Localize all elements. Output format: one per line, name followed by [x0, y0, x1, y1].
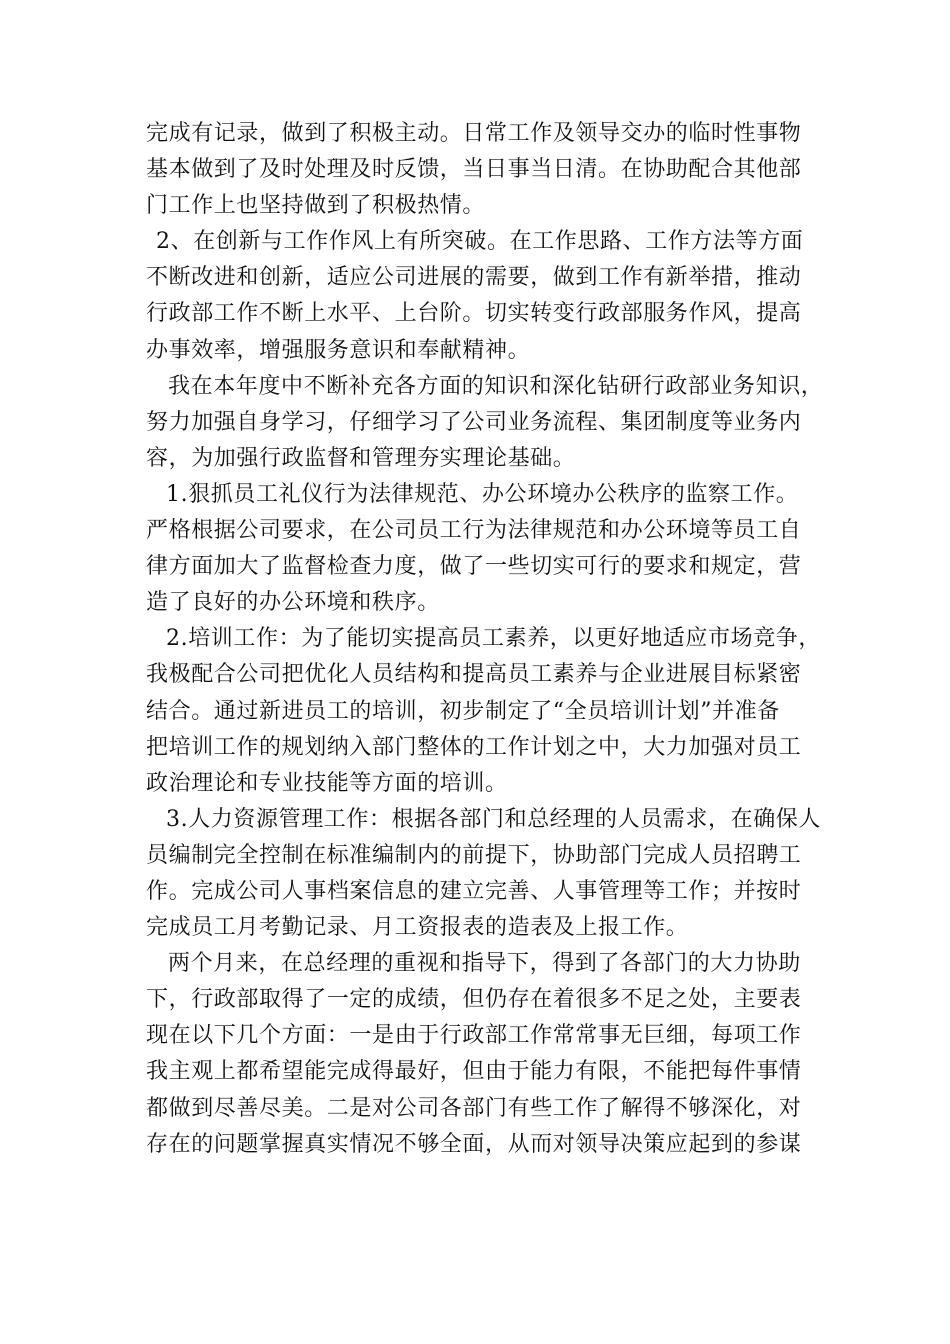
text-line: 我极配合公司把优化人员结构和提高员工素养与企业进展目标紧密 — [146, 662, 802, 688]
text-line: 把培训工作的规划纳入部门整体的工作计划之中，大力加强对员工 — [146, 734, 802, 760]
text-line: 我主观上都希望能完成得最好，但由于能力有限，不能把每件事情 — [146, 1059, 802, 1085]
text-line: 下，行政部取得了一定的成绩，但仍存在着很多不足之处，主要表 — [146, 987, 802, 1013]
text-line: 现在以下几个方面：一是由于行政部工作常常事无巨细，每项工作 — [146, 1023, 802, 1049]
text-line: 容，为加强行政监督和管理夯实理论基础。 — [146, 445, 576, 471]
document-body — [146, 116, 824, 1163]
text-line: 办事效率，增强服务意识和奉献精神。 — [146, 337, 531, 363]
text-line: 完成有记录，做到了积极主动。日常工作及领导交办的临时性事物 — [146, 121, 802, 146]
text-line: 存在的问题掌握真实情况不够全面，从而对领导决策应起到的参谋 — [146, 1131, 802, 1157]
text-line: 努力加强自身学习，仔细学习了公司业务流程、集团制度等业务内 — [146, 409, 802, 435]
text-line: 都做到尽善尽美。二是对公司各部门有些工作了解得不够深化，对 — [146, 1095, 802, 1121]
text-line: 我在本年度中不断补充各方面的知识和深化钻研行政部业务知识， — [168, 373, 824, 399]
text-line: 不断改进和创新，适应公司进展的需要，做到工作有新举措，推动 — [146, 265, 802, 291]
text-line: 造了良好的办公环境和秩序。 — [146, 590, 440, 616]
text-line: 律方面加大了监督检查力度，做了一些切实可行的要求和规定，营 — [146, 554, 802, 580]
text-line: 3.人力资源管理工作：根据各部门和总经理的人员需求，在确保人 — [166, 806, 821, 832]
text-line: 严格根据公司要求，在公司员工行为法律规范和办公环境等员工自 — [146, 518, 802, 544]
text-line: 作。完成公司人事档案信息的建立完善、人事管理等工作；并按时 — [146, 878, 802, 904]
text-line: 2、在创新与工作作风上有所突破。在工作思路、工作方法等方面 — [156, 229, 804, 255]
text-line: 完成员工月考勤记录、月工资报表的造表及上报工作。 — [146, 915, 689, 941]
text-line: 基本做到了及时处理及时反馈，当日事当日清。在协助配合其他部 — [146, 157, 802, 183]
text-line: 行政部工作不断上水平、上台阶。切实转变行政部服务作风，提高 — [146, 301, 802, 327]
text-line: 结合。通过新进员工的培训，初步制定了“全员培训计划”并准备 — [146, 698, 780, 724]
text-line: 门工作上也坚持做到了积极热情。 — [146, 193, 486, 219]
text-line: 2.培训工作：为了能切实提高员工素养，以更好地适应市场竞争， — [166, 626, 821, 652]
text-line: 员编制完全控制在标准编制内的前提下，协助部门完成人员招聘工 — [146, 842, 802, 868]
text-line: 两个月来，在总经理的重视和指导下，得到了各部门的大力协助 — [168, 951, 801, 977]
text-line: 1.狠抓员工礼仪行为法律规范、办公环境办公秩序的监察工作。 — [166, 481, 799, 507]
text-line: 政治理论和专业技能等方面的培训。 — [146, 770, 508, 796]
